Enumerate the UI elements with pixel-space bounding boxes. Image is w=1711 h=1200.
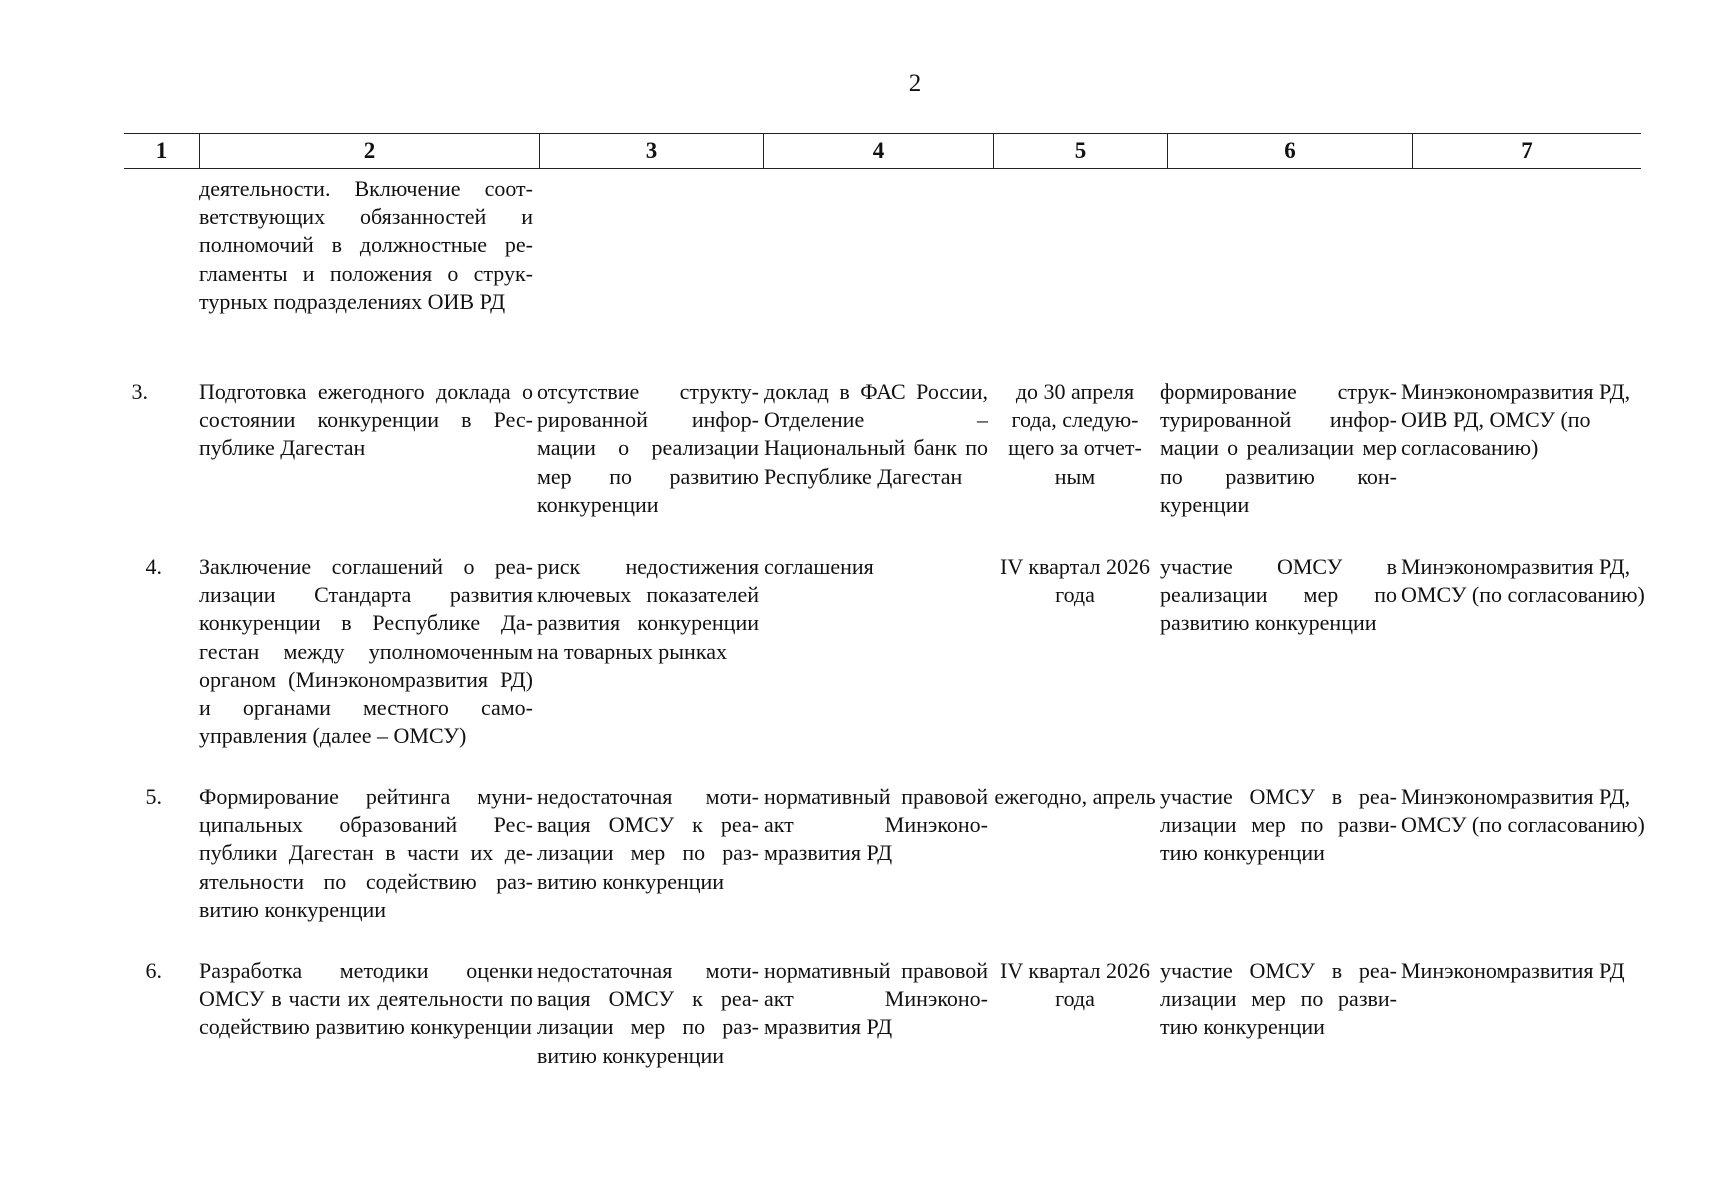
problem-cell: недостаточная мотивация ОМСУ к реализации мер по развитию конкуренции bbox=[537, 784, 759, 894]
header-col-7: 7 bbox=[1412, 134, 1641, 168]
header-col-1: 1 bbox=[155, 138, 168, 163]
row-number: 6. bbox=[145, 958, 162, 983]
measure-cell: Формирование рейтинга муниципальных образований Республики Дагестан в части их деятельности по содействию развитию конкуренции bbox=[199, 784, 533, 922]
result-cell: участие ОМСУ в реализации мер по развитию конкуренции bbox=[1160, 554, 1397, 636]
deadline-cell: IV квартал 2026 года bbox=[1000, 958, 1150, 1012]
result-cell: участие ОМСУ в реализации мер по развитию конкуренции bbox=[1160, 958, 1397, 1040]
header-col-5: 5 bbox=[993, 134, 1167, 168]
responsible-cell: Минэкономразвития РД, ОИВ РД, ОМСУ (по согласованию) bbox=[1401, 379, 1631, 461]
problem-cell: риск недостижения ключевых показателей развития конкуренции на товарных рынках bbox=[537, 554, 759, 664]
document-cell: доклад в ФАС России, Отделение – Национальный банк по Республике Дагестан bbox=[764, 379, 988, 489]
header-col-6: 6 bbox=[1167, 134, 1412, 168]
deadline-cell: ежегодно, апрель bbox=[994, 784, 1156, 809]
deadline-cell: IV квартал 2026 года bbox=[1000, 554, 1150, 608]
deadline-cell: до 30 апреля года, следующего за отчетным bbox=[1008, 379, 1142, 489]
document-cell: нормативный правовой акт Минэкономразвития РД bbox=[764, 958, 988, 1040]
document-cell: нормативный правовой акт Минэкономразвития РД bbox=[764, 784, 988, 866]
problem-cell: отсутствие структурированной информации о реализации мер по развитию конкуренции bbox=[537, 379, 759, 517]
continuation-text: деятельности. Включение соответствующих обязанностей и полномочий в должностные регламенты и положения о структурных подразделениях ОИВ РД bbox=[199, 176, 533, 314]
header-col-4: 4 bbox=[763, 134, 993, 168]
responsible-cell: Минэкономразвития РД, ОМСУ (по согласованию) bbox=[1401, 554, 1645, 608]
measure-cell: Разработка методики оценки ОМСУ в части их деятельности по содействию развитию конкуренции bbox=[199, 958, 533, 1040]
row-number: 3. bbox=[131, 379, 148, 404]
document-cell: соглашения bbox=[764, 554, 874, 579]
result-cell: участие ОМСУ в реализации мер по развитию конкуренции bbox=[1160, 784, 1397, 866]
responsible-cell: Минэкономразвития РД bbox=[1401, 958, 1625, 983]
measure-cell: Подготовка ежегодного доклада о состоянии конкуренции в Республике Дагестан bbox=[199, 379, 533, 461]
measure-cell: Заключение соглашений о реализации Стандарта развития конкуренции в Республике Дагестан между уполномоченным органом (Минэкономразвития РД) и органами местного самоуправления (далее – ОМСУ) bbox=[199, 554, 533, 749]
page-number: 2 bbox=[908, 70, 922, 97]
table-header-row bbox=[124, 133, 1641, 169]
problem-cell: недостаточная мотивация ОМСУ к реализации мер по развитию конкуренции bbox=[537, 958, 759, 1068]
row-number: 4. bbox=[145, 554, 162, 579]
header-col-2: 2 bbox=[199, 134, 539, 168]
responsible-cell: Минэкономразвития РД, ОМСУ (по согласованию) bbox=[1401, 784, 1645, 838]
result-cell: формирование структурированной информации о реализации мер по развитию конкуренции bbox=[1160, 379, 1397, 517]
row-number: 5. bbox=[145, 784, 162, 809]
header-col-3: 3 bbox=[539, 134, 763, 168]
